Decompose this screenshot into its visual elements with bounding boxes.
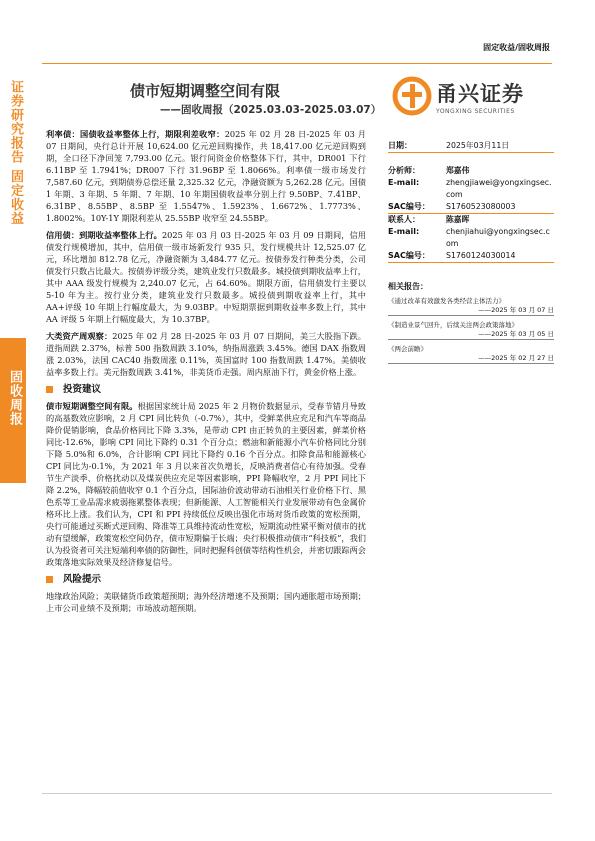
sac-value: S1760523080003 — [446, 202, 516, 211]
email-link[interactable]: chenjiahui@yongxingsec.com — [446, 227, 550, 248]
related-report-title[interactable]: 《两会前瞻》 — [388, 345, 427, 353]
related-report[interactable] — [388, 344, 554, 364]
report-subtitle: ——固收周报（2025.03.03-2025.03.07） — [160, 104, 382, 116]
section-heading-text: 投资建议 — [63, 384, 102, 395]
section-heading-risk — [46, 574, 366, 586]
date-row — [388, 140, 554, 153]
logo-text-en: YONGXING SECURITIES — [436, 108, 515, 115]
paragraph-text: 根据国家统计局 2025 年 2 月物价数据显示，受春节错月导致的高基数效应影响，2 月 CPI 同比转负（-0.7%），其中，受鲜菜供应充足和汽车等商品降价促销影响，食品价格同比下降 3.3%，是带动 CPI 由正转负的主要因素，鲜菜价格同比-12.6%，影响 CPI 同比下降约 0.31 个百分点；燃油和新能源小汽车价格同比分别下降 5.0%和 6.0%，合计影响 CPI 同比下降约 0.16 个百分点。扣除食品和能源核心 CPI 同比为-0.1%，为 2021 年 3 月以来首次负增长，反映消费者信心有待加强。受春节生产淡季、价格扰动以及煤炭供应充足等因素影响，PPI 降幅收窄，2 月 PPI 同比下降 2.2%，降幅较前值收窄 0.1 个百分点，国际油价波动带动石油相关行业价格下行、黑色系等工业品需求疲弱拖累整体表现；但新能源、人工智能相关行业发展带动有色金属价格环比上涨。我们认为，CPI 和 PPI 持续低位反映出强化市场对货币政策的宽松预期，央行可能通过买断式逆回购、降准等工具维持流动性宽松，短期流动性紧平衡对债市的扰动有望缓解，政策宽松空间仍存，债市短期偏于长端；央行积极推动债市“科技板”，我们认为投资者可关注短端利率债的防御性，同时把握科创债等结构性机会，并密切跟踪两会政策落地实际效果及经济修复信号。 — [46, 401, 367, 567]
report-type: 固定收益/固收周报 — [483, 43, 550, 52]
company-logo — [392, 76, 552, 128]
paragraph-rates — [46, 128, 366, 224]
paragraph-lead: 信用债：到期收益率整体上行。 — [46, 230, 162, 240]
email-label: E-mail: — [388, 227, 420, 236]
paragraph-text: 2025 年 02 月 28 日-2025 年 03 月 07 日期间，美三大股指下跌。道指周跌 2.37%，标普 500 指数周跌 3.10%，纳指周涨跌 3.45%。德国 DAX 指数周涨 2.03%，法国 CAC40 指数周涨 0.11%，英国富时 100 指数周跌 1.47%。美债收益率多数上行。美元指数周跌 3.41%，非美货币走强。周内原油下行，黄金价格上涨。 — [46, 331, 366, 377]
email-row — [388, 177, 554, 201]
email-link[interactable]: zhengjiawei@yongxingsec.com — [446, 178, 552, 199]
related-report-date: ——2025 年 03 月 07 日 — [388, 305, 554, 316]
logo-text-cn: 甬兴证券 — [436, 82, 524, 106]
section-heading-text: 风险提示 — [63, 574, 102, 585]
sidebar-category: 证券研究报告 固定收益 — [8, 80, 23, 226]
sidebar-section-label: 固收周报 — [7, 370, 22, 426]
info-panel — [388, 140, 554, 364]
paragraph-text: 2025 年 03 月 03 日-2025 年 03 月 09 日期间，信用债发行规模增加，其中，信用债一级市场新发行 935 只，发行规模共计 12,525.07 亿元，环比增加 812.78 亿元，净融资额为 3,484.77 亿元。按债券发行种类分类，公司债发行只数占比最大。按债券评级分类，建筑业发行只数最多。城投债到期收益率上行，其中 AAA 级发行规模为 2,240.07 亿元，占 64.60%。期限方面，信用债发行主要以 5-10 年为主。按行业分类，建筑业发行只数最多。城投债到期收益率上行，其中 AA+评级 10 年期上行幅度最大，为 9.03BP。中短期票据到期收益率多数上行，其中 AA 评级 5 年期上行幅度最大，为 10.37BP。 — [46, 230, 366, 324]
analyst-label: 分析师： — [388, 166, 420, 175]
contact-name: 陈嘉晖 — [446, 215, 470, 224]
related-report[interactable] — [388, 320, 554, 340]
paragraph-lead: 利率债：国债收益率整体上行，期限利差收窄： — [46, 129, 225, 139]
related-report[interactable] — [388, 296, 554, 316]
paragraph-text: 2025 年 02 月 28 日-2025 年 03 月 07 日期间，央行总计开展 10,624.00 亿元逆回购操作，共 18,417.00 亿元逆回购到期，全口径下净回笼 7,793.00 亿元。银行间资金价格整体下行，其中，DR001 下行 6.11BP 至 1.7941%；DR007 下行 31.96BP 至 1.8066%。利率债一级市场发行 7,587.60 亿元，到期债券总偿还量 2,325.32 亿元，净融资额为 5,262.28 亿元。国债 1 年期、3 年期、5 年期、7 年期、10 年期国债收益率分别上行 9.50BP、7.41BP、6.31BP、8.55BP、8.5BP 至 1.5547%、1.5923%、1.6672%、1.7773%、1.8002%。10Y-1Y 期限利差从 25.55BP 收窄至 24.55BP。 — [46, 129, 366, 223]
analyst-row — [388, 165, 554, 177]
logo-emblem-icon — [392, 76, 432, 116]
main-content — [46, 128, 366, 619]
related-report-date: ——2025 年 03 月 05 日 — [388, 329, 554, 340]
related-report-title[interactable]: 《通过改革有效激发各类经营主体活力》 — [388, 297, 505, 305]
sac-label: SAC编号： — [388, 202, 430, 211]
sac-row — [388, 201, 554, 214]
report-title: 债市短期调整空间有限 — [130, 82, 281, 100]
email2-row — [388, 226, 554, 250]
date-value: 2025年03月11日 — [446, 141, 510, 150]
section-bullet-icon — [46, 386, 53, 393]
sidebar — [0, 0, 26, 841]
section-heading-advice — [46, 384, 366, 396]
related-reports-heading: 相关报告： — [388, 282, 428, 291]
sac-value: S1760124030014 — [446, 251, 516, 260]
paragraph-lead: 大类资产周观察： — [46, 331, 113, 341]
sac-label: SAC编号： — [388, 251, 430, 260]
date-label: 日期： — [388, 141, 412, 150]
footer-divider — [42, 793, 552, 794]
paragraph-risk: 地缘政治风险；美联储货币政策超预期；海外经济增速不及预期；国内通胀超市场预期；上市公司业绩不及预期；市场波动超预期。 — [46, 591, 366, 613]
contact-label: 联系人： — [388, 215, 420, 224]
email-label: E-mail: — [388, 178, 420, 187]
paragraph-advice — [46, 400, 366, 568]
contact-row — [388, 214, 554, 226]
paragraph-credit — [46, 229, 366, 325]
paragraph-lead: 债市短期调整空间有限。 — [46, 401, 138, 411]
paragraph-assets — [46, 330, 366, 378]
section-bullet-icon — [46, 576, 53, 583]
sac2-row — [388, 250, 554, 263]
header-divider — [42, 63, 552, 64]
related-report-title[interactable]: 《制造业景气回升，后续关注两会政策落地》 — [388, 321, 518, 329]
related-report-date: ——2025 年 02 月 27 日 — [388, 353, 554, 364]
analyst-name: 郑嘉伟 — [446, 166, 470, 175]
